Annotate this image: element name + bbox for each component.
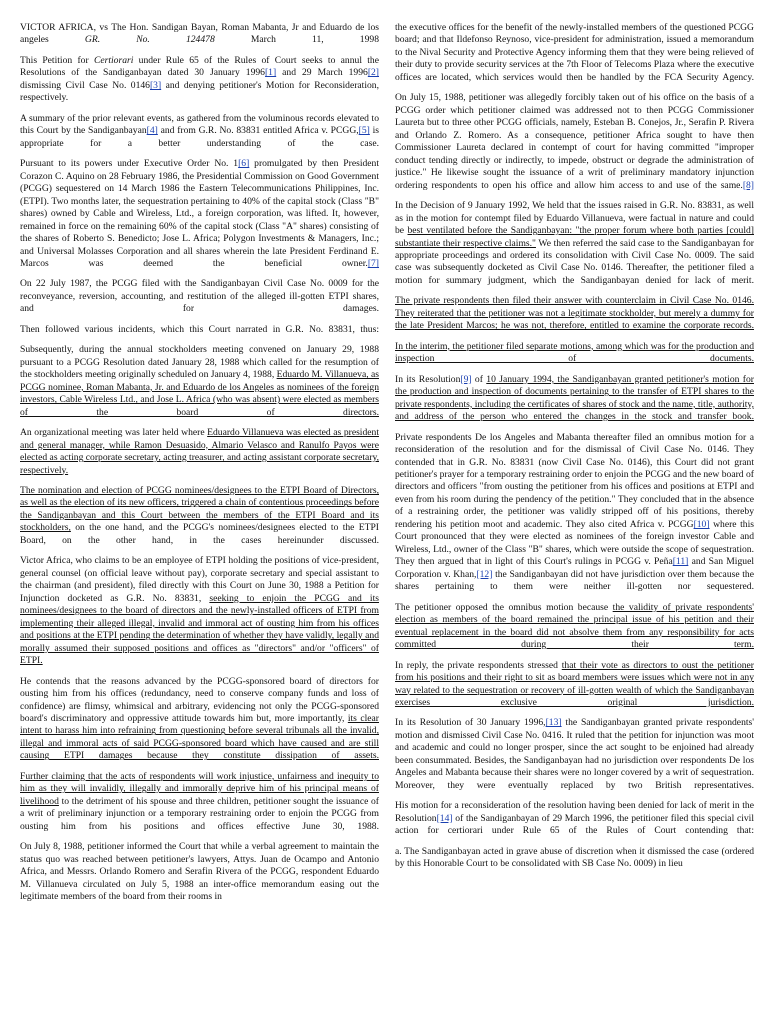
paragraph xyxy=(20,344,379,419)
paragraph xyxy=(20,278,379,315)
footnote-link[interactable]: [14] xyxy=(436,812,453,824)
text-run: March 11, 1998 xyxy=(214,34,379,46)
text-run: and 29 March 1996 xyxy=(276,67,368,79)
text-run: Pursuant to its powers under Executive Order No. 1 xyxy=(20,158,239,170)
underlined-text: that their vote as directors to oust the petitioner from his positions and their right to sit as board members were issues which were not in any way related to the sequestration or recovery of ill-gotten wealth of which the Sandiganbayan exercises exclusive original jurisdiction. xyxy=(395,659,754,708)
footnote-link[interactable]: [5] xyxy=(358,125,370,137)
text-run: On July 8, 1988, petitioner informed the Court that while a verbal agreement to maintain the status quo was reached between petitioner's lawyers, Attys. Juan de Ocampo and Antonio Africa, and Messrs. Orlando Romero and Serafin Rivera of the PCGG, respondent Eduardo M. Villanueva circulated on July 5, 1988 an inter-office memorandum easing out the legitimate members of the board from their rooms in xyxy=(20,841,379,903)
paragraph xyxy=(395,22,754,84)
text-run: the executive offices for the benefit of the newly-installed members of the questioned PCGG board; and that Ildefonso Reynoso, vice-president for administration, issued a memorandum to the Nival Security and Protective Agency informing them that they were being relieved of their duty to provide security services at the 7th Floor of Telecoms Plaza where the executive offices are located, which services would then be handled by the FCA Security Agency. xyxy=(395,22,754,83)
paragraph xyxy=(395,374,754,424)
text-run: In its Resolution of 30 January 1996, xyxy=(395,717,546,729)
text-run: and from G.R. No. 83831 entitled Africa v. PCGG, xyxy=(157,125,359,137)
text-run: In its Resolution xyxy=(395,373,461,385)
text-run: the Sandiganbayan did not have jurisdiction over them because the shares pertaining to them were neither ill-gotten nor sequestered. xyxy=(395,568,754,593)
paragraph xyxy=(395,432,754,594)
underlined-text: In the interim, the petitioner filed separate motions, among which was for the production and inspection of documents. xyxy=(395,340,754,365)
paragraph xyxy=(395,660,754,710)
text-run: the Sandiganbayan granted private respondents' motion and dismissed Civil Case No. 0416. It ruled that the petition for injunction was moot and academic and could no longer prosper, since the act sought to be enjoined had already been consummated. Besides, the Sandiganbayan had no jurisdiction over respondents De los Angeles and Mabanta because their shares were no longer covered by a writ of sequestration. Moreover, they were eventually replaced by two British representatives. xyxy=(395,717,754,791)
paragraph xyxy=(20,676,379,763)
text-run: On July 15, 1988, petitioner was allegedly forcibly taken out of his office on the basis of a PCGG order which petitioner claimed was addressed not to then PCGG Commissioner Laureta but to three other PCGG officials, namely, Esteban B. Conejos, Jr., Serafin P. Rivera and Orlando Z. Romero. As a consequence, petitioner Africa sought to have then Commissioner Laureta declared in contempt of court for having committed "improper conduct tending directly or indirectly, to impede, obstruct or degrade the administration of justice." He likewise sought the issuance of a writ of preliminary mandatory injunction ordering respondents to open his office and allow him access to and use of the same. xyxy=(395,92,754,191)
footnote-link[interactable]: [10] xyxy=(693,518,710,530)
paragraph xyxy=(20,771,379,833)
underlined-text: its clear intent to harass him into refraining from questioning before several tribunals all the invalid, illegal and immoral acts of said PCGG-sponsored board which have caused and are still causing ETPI damages because they constitute dissipation of assets. xyxy=(20,712,379,762)
underlined-text: The nomination and election of PCGG nominees/designees to the ETPI Board of Directors, as well as the election of its new officers, triggered a chain of contentious proceedings before the Sandiganbayan and this Court between the members of the ETPI Board and its stockholders, xyxy=(20,485,379,534)
paragraph xyxy=(20,485,379,547)
paragraph xyxy=(20,22,379,47)
text-run: where this Court pronounced that they were elected as nominees of the foreign investor Cable and Wireless, Ltd., owner of the Class "B" shares, which were outside the scope of sequestration. They then argued that in light of this Court's rulings in PCGG v. Peña xyxy=(395,518,754,568)
paragraph xyxy=(395,717,754,792)
footnote-link[interactable]: [2] xyxy=(367,67,379,79)
text-run: VICTOR AFRICA, vs The Hon. Sandigan Bayan, Roman Mabanta, Jr and Eduardo de los angeles xyxy=(20,22,379,46)
paragraph xyxy=(395,800,754,837)
paragraph xyxy=(20,841,379,903)
text-run: Subsequently, during the annual stockholders meeting convened on January 29, 1988 pursuant to a PCGG Resolution dated January 28, 1988 which called for the resumption of the stockholders meeting originally scheduled on January 4, 1988, xyxy=(20,344,379,381)
underlined-text: best ventilated before the Sandiganbayan: "the proper forum where both parties [could] substantiate their respective claims." xyxy=(395,225,754,249)
text-run: In the Decision of 9 January 1992, We held that the issues raised in G.R. No. 83831, as well as in the motion for contempt filed by Eduardo Villanueva, were factual in nature and could be xyxy=(395,200,754,237)
italic-text: Certiorari xyxy=(93,54,134,66)
paragraph xyxy=(20,324,379,336)
paragraph xyxy=(395,92,754,192)
underlined-text: Eduardo M. Villanueva, as PCGG nominee, Roman Mabanta, Jr. and Eduardo de los Angeles as nominees of the foreign investors, Cable Wireless Ltd., and Jose L. Africa (who was absent) were elected as members of the board of directors. xyxy=(20,369,379,418)
text-run: and denying petitioner's Motion for Reconsideration, respectively. xyxy=(20,79,379,104)
footnote-link[interactable]: [4] xyxy=(146,125,158,137)
text-run: of the Sandiganbayan of 29 March 1996, the petitioner filed this special civil action for certiorari under Rule 65 of the Rules of Court contending that: xyxy=(395,812,754,837)
footnote-link[interactable]: [1] xyxy=(264,67,277,79)
underlined-text: 10 January 1994, the Sandiganbayan granted petitioner's motion for the production and inspection of documents pertaining to the transfer of ETPI shares to the private respondents, including the certificates of shares of stock and the name, title, authority, and address of the person who entered the changes in the stock and transfer book. xyxy=(395,373,754,423)
footnote-link[interactable]: [12] xyxy=(476,568,493,580)
text-run: The petitioner opposed the omnibus motion because xyxy=(395,601,613,613)
text-run: Victor Africa, who claims to be an employee of ETPI holding the positions of vice-president, general counsel (on official leave without pay), corporate secretary and special assistant to the chairman (and president), filed directly with this Court on June 30, 1988 a Petition for Injunction docketed as G.R. No. 83831, xyxy=(20,555,379,604)
underlined-text: The private respondents then filed their answer with counterclaim in Civil Case No. 0146. They reiterated that the petitioner was not a legitimate stockholder, but merely a dummy for the late President Marcos; he was not, therefore, entitled to examine the corporate records. xyxy=(395,295,754,332)
underlined-text: Further claiming that the acts of respondents will work injustice, unfairness and inequity to him as they will invalidly, illegally and immorally deprive him of his principal means of livelihood xyxy=(20,770,379,807)
paragraph xyxy=(20,55,379,105)
paragraph xyxy=(395,200,754,287)
text-run: In reply, the private respondents stressed xyxy=(395,659,562,671)
text-run: His motion for a reconsideration of the resolution having been denied for lack of merit in the Resolution xyxy=(395,800,754,824)
text-run: Private respondents De los Angeles and Mabanta thereafter filed an omnibus motion for a reconsideration of the resolution and for the dismissal of Civil Case No. 0146. They contended that in G.R. No. 83831 (now Civil Case No. 0146), this Court did not grant petitioner's prayer for a temporary restraining order to enjoin the PCGG and the new board of directors and officers "from ousting the petitioner from his offices and positions at ETPI and even from his room during the pendency of the petition." They concluded that in the absence of a restraining order, the petitioner was validly stripped off of his positions, thereby rendering his petition moot and academic. They also cited Africa v. PCGG xyxy=(395,431,754,530)
paragraph xyxy=(395,846,754,871)
italic-text: GR. No. 124478 xyxy=(84,34,215,46)
text-run: dismissing Civil Case No. 0146 xyxy=(20,79,150,91)
paragraph xyxy=(20,113,379,150)
text-run: and San Miguel Corporation v. Khan, xyxy=(395,556,754,580)
footnote-link[interactable]: [8] xyxy=(742,179,754,191)
footnote-link[interactable]: [11] xyxy=(672,556,689,568)
footnote-link[interactable]: [13] xyxy=(545,717,562,729)
text-run: promulgated by then President Corazon C. Aquino on 28 February 1986, the Presidential Commission on Good Government (PCGG) sequestered on 14 March 1986 the Eastern Telecommunications Philippines, Inc. (ETPI). Two months later, the sequestration pertaining to 40% of the capital stock (Class "B" shares) owned by Cable and Wireless, Ltd., a foreign corporation, was lifted. It, however, remained in force on the remaining 60% of the capital stock (Class "A" shares) consisting of the shares of Roberto S. Benedicto; Jose L. Africa; Polygon Investments & Managers, Inc.; and Universal Molasses Corporation and all shares wherein the late President Ferdinand E. Marcos was deemed the beneficial owner. xyxy=(20,158,379,269)
paragraph xyxy=(20,158,379,270)
text-run: This Petition for xyxy=(20,54,94,66)
text-run: A summary of the prior relevant events, as gathered from the voluminous records elevated to this Court by the Sandiganbayan xyxy=(20,112,379,137)
text-run: under Rule 65 of the Rules of Court seeks to annul the Resolutions of the Sandiganbayan dated 30 January 1996 xyxy=(20,54,379,79)
right-column xyxy=(395,22,754,1024)
paragraph xyxy=(20,427,379,477)
text-run: a. The Sandiganbayan acted in grave abuse of discretion when it dismissed the case (ordered by this Honorable Court to be consolidated with SB Case No. 0009) in lieu xyxy=(395,845,754,870)
paragraph xyxy=(395,602,754,652)
text-run: An organizational meeting was later held where xyxy=(20,427,208,439)
underlined-text: seeking to enjoin the PCGG and its nominees/designees to the board of directors and the newly-installed officers of ETPI from implementing their alleged illegal, invalid and immoral act of ousting him from his offices and positions at the ETPI pending the determination of whether they have validly, legally and morally assumed their supposed positions and offices as "directors" and/or "officers" of ETPI. xyxy=(20,592,379,667)
underlined-text: the validity of private respondents' election as members of the board remained the principal issue of his petition and their eventual replacement in the board did not absolve them from any responsibility for acts committed during their term. xyxy=(395,601,754,651)
text-run: We then referred the said case to the Sandiganbayan for appropriate proceedings and ordered its consolidation with Civil Case No. 0009. The said case was subsequently docketed as Civil Case No. 0146. Thereafter, the petitioner filed a motion for summary judgment, which the Sandiganbayan denied for lack of merit. xyxy=(395,237,754,286)
footnote-link[interactable]: [9] xyxy=(460,373,472,385)
text-run: Then followed various incidents, which this Court narrated in G.R. No. 83831, thus: xyxy=(20,323,379,335)
text-run: to the detriment of his spouse and three children, petitioner sought the issuance of a writ of preliminary injunction or a temporary restraining order to enjoin the PCGG from ousting him from his positions and offices effective June 30, 1988. xyxy=(20,795,379,832)
left-column xyxy=(20,22,379,1024)
text-run: He contends that the reasons advanced by the PCGG-sponsored board of directors for ousting him from his offices (redundancy, need to conserve company funds and loss of confidence) are flimsy, whimsical and arbitrary, evidencing not only the PCGG-sponsored board's discriminatory and oppressive attitude towards him but, more importantly, xyxy=(20,675,379,724)
text-run: On 22 July 1987, the PCGG filed with the Sandiganbayan Civil Case No. 0009 for the reconveyance, reversion, accounting, and restitution of the alleged ill-gotten ETPI shares, and for damages. xyxy=(20,278,379,315)
text-run: on the one hand, and the PCGG's nominees/designees elected to the ETPI Board, on the other hand, in the cases hereinunder discussed. xyxy=(20,522,379,546)
text-run: is appropriate for a better understanding of the case. xyxy=(20,125,379,149)
paragraph xyxy=(20,555,379,667)
text-run: of xyxy=(471,373,487,385)
footnote-link[interactable]: [7] xyxy=(367,257,379,269)
paragraph xyxy=(395,295,754,332)
underlined-text: Eduardo Villanueva was elected as president and general manager, while Ramon Desuasido, Almario Velasco and Ranulfo Payos were elected as acting corporate secretary, acting treasurer, and acting assistant corporate secretary, respectively. xyxy=(20,427,379,476)
footnote-link[interactable]: [6] xyxy=(238,158,250,170)
paragraph xyxy=(395,341,754,366)
footnote-link[interactable]: [3] xyxy=(149,79,162,91)
